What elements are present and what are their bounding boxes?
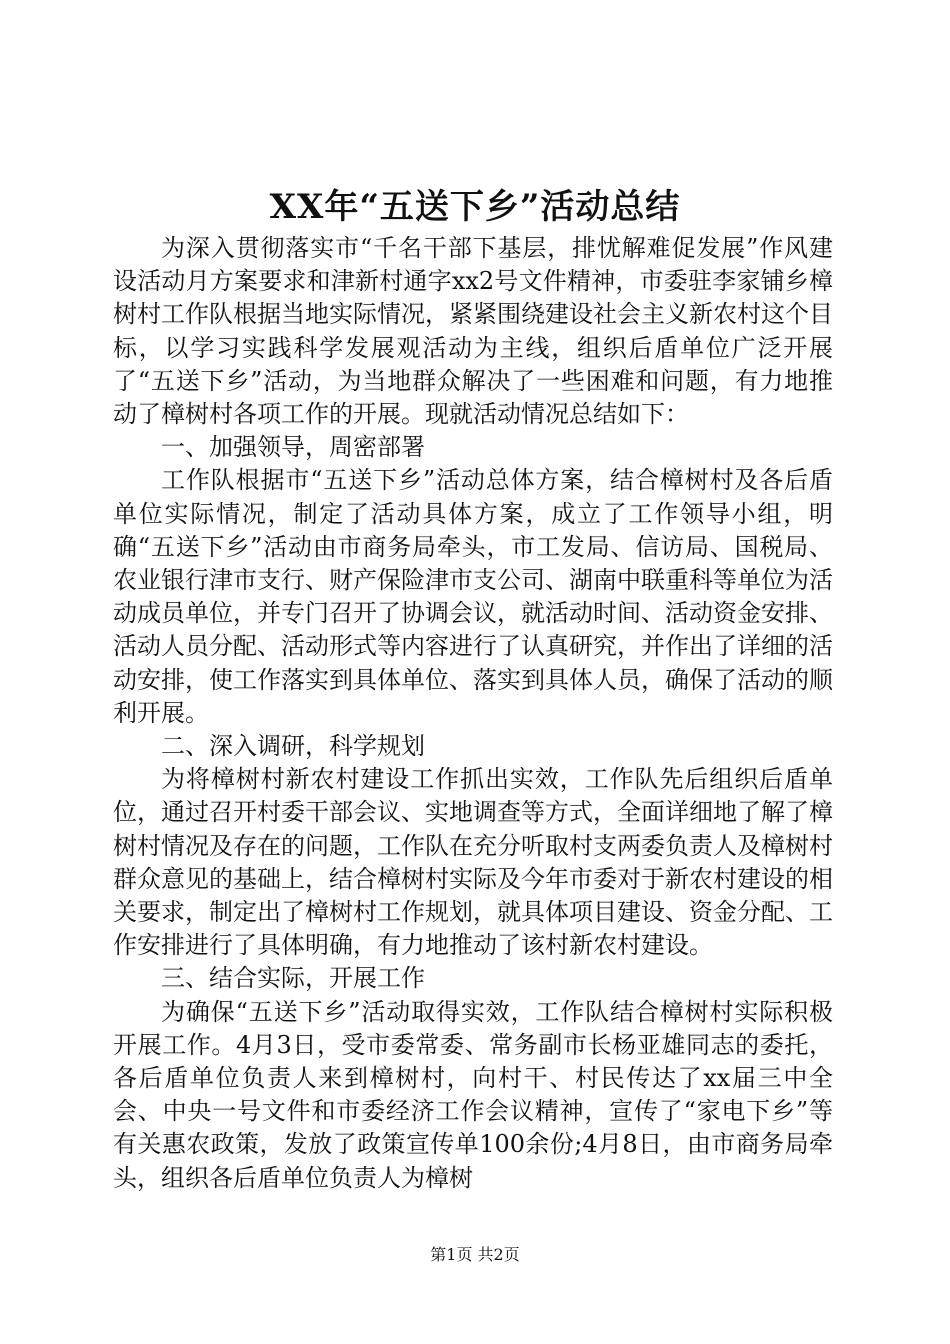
- section-heading: 三、结合实际，开展工作: [161, 964, 425, 993]
- section-heading: 一、加强领导，周密部署: [161, 433, 425, 462]
- section-paragraph: 为确保“五送下乡”活动取得实效，工作队结合樟树村实际积极开展工作。4月3日，受市委常委、常务副市长杨亚雄同志的委托，各后盾单位负责人来到樟树村，向村干、村民传达了xx届三中全会、中央一号文件和市委经济工作会议精神，宣传了“家电下乡”等有关惠农政策，发放了政策宣传单100余份;4月8日，由市商务局牵头，组织各后盾单位负责人为樟树: [113, 997, 833, 1192]
- intro-paragraph: 为深入贯彻落实市“千名干部下基层，排忧解难促发展”作风建设活动月方案要求和津新村通字xx2号文件精神，市委驻李家铺乡樟树村工作队根据当地实际情况，紧紧围绕建设社会主义新农村这个目标，以学习实践科学发展观活动为主线，组织后盾单位广泛开展了“五送下乡”活动，为当地群众解决了一些困难和问题，有力地推动了樟树村各项工作的开展。现就活动情况总结如下：: [113, 234, 833, 429]
- document-title: XX年“五送下乡”活动总结: [269, 187, 681, 227]
- section-heading: 二、深入调研，科学规划: [161, 732, 425, 761]
- document-body: [113, 232, 833, 1195]
- section-paragraph: 为将樟树村新农村建设工作抓出实效，工作队先后组织后盾单位，通过召开村委干部会议、实地调查等方式，全面详细地了解了樟树村情况及存在的问题，工作队在充分听取村支两委负责人及樟树村群众意见的基础上，结合樟树村实际及今年市委对于新农村建设的相关要求，制定出了樟树村工作规划，就具体项目建设、资金分配、工作安排进行了具体明确，有力地推动了该村新农村建设。: [113, 765, 833, 960]
- section-paragraph: 工作队根据市“五送下乡”活动总体方案，结合樟树村及各后盾单位实际情况，制定了活动具体方案，成立了工作领导小组，明确“五送下乡”活动由市商务局牵头，市工发局、信访局、国税局、农业银行津市支行、财产保险津市支公司、湖南中联重科等单位为活动成员单位，并专门召开了协调会议，就活动时间、活动资金安排、活动人员分配、活动形式等内容进行了认真研究，并作出了详细的活动安排，使工作落实到具体单位、落实到具体人员，确保了活动的顺利开展。: [113, 466, 833, 727]
- page-footer: 第1页 共2页: [430, 1245, 520, 1264]
